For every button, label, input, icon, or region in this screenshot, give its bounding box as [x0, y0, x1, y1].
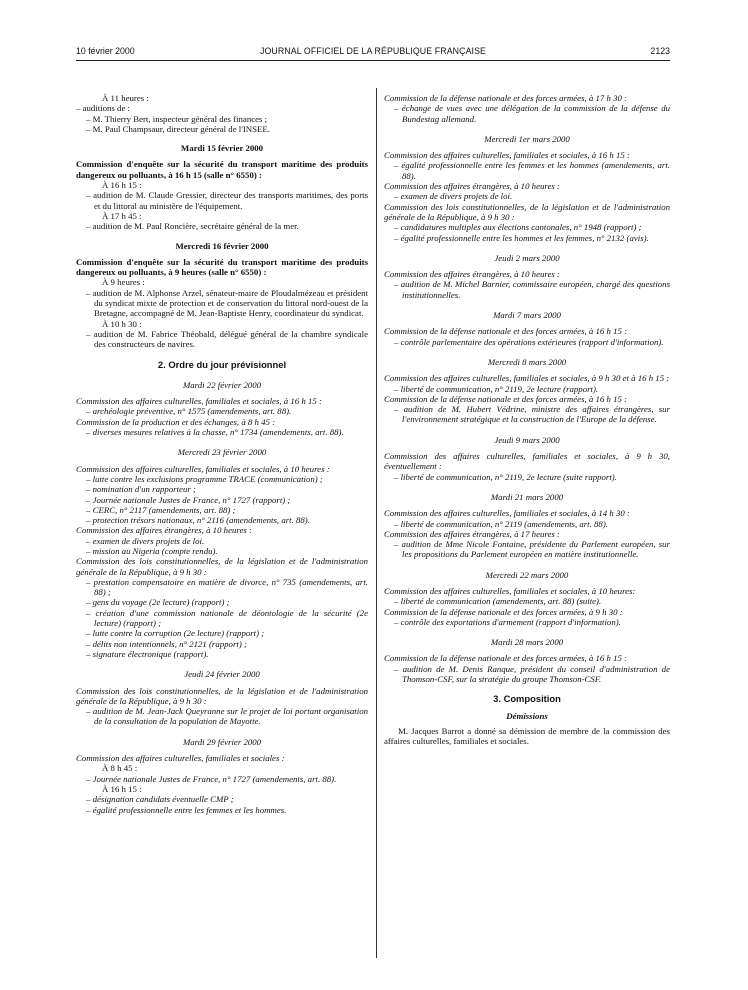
date-heading: Mardi 21 mars 2000	[490, 491, 564, 502]
column-divider	[376, 88, 377, 958]
agenda-item: – égalité professionnelle entre les femmes et les hommes.	[86, 804, 287, 815]
body-paragraph: M. Jacques Barrot a donné sa démission de membre de la commission des affaires culturelles, familiales et sociales.	[384, 725, 670, 747]
agenda-item: – délits non intentionnels, n° 2121 (rapport) ;	[86, 638, 247, 649]
commission-heading: Commission des affaires étrangères, à 10 heures :	[384, 181, 560, 192]
agenda-item: – mission au Nigeria (compte rendu).	[86, 545, 218, 556]
date-heading: Mercredi 22 mars 2000	[485, 569, 569, 580]
item-line: – auditions de :	[76, 103, 130, 114]
item-line: – audition de M. Alphonse Arzel, sénateur-maire de Ploudalmézeau et président du syndicat mixte de protection et de conservation du littoral nord-ouest de la Bretagne, accompagné de M. Jean-Baptiste Henry, coordinateur du syndicat.	[86, 287, 368, 319]
date-heading: Mercredi 1er mars 2000	[484, 133, 570, 144]
time-label: À 17 h 45 :	[102, 210, 142, 221]
date-heading: Mercredi 8 mars 2000	[487, 356, 567, 367]
agenda-item: – CERC, n° 2117 (amendements, art. 88) ;	[86, 504, 236, 515]
agenda-item: – désignation candidats éventuelle CMP ;	[86, 794, 234, 805]
commission-heading: Commission des lois constitutionnelles, de la législation et de l'administration générale de la République, à 9 h 30 :	[384, 201, 670, 222]
section-heading: 2. Ordre du jour prévisionnel	[157, 358, 287, 370]
agenda-item: – audition de Mme Nicole Fontaine, présidente du Parlement européen, sur les propositions du Parlement européen en matière institutionnelle.	[394, 539, 670, 560]
commission-heading: Commission des affaires culturelles, familiales et sociales, à 9 h 30 et à 16 h 15 :	[384, 373, 670, 384]
header-date: 10 février 2000	[76, 46, 135, 56]
commission-heading: Commission de la production et des échanges, à 8 h 45 :	[76, 416, 276, 427]
page-header	[76, 46, 670, 61]
commission-heading: Commission d'enquête sur la sécurité du transport maritime des produits dangereux ou polluants, à 9 heures (salle n° 6550) :	[76, 256, 368, 278]
agenda-item: – audition de M. Michel Barnier, commissaire européen, chargé des questions institutionnelles.	[394, 279, 670, 300]
date-heading: Jeudi 9 mars 2000	[494, 434, 560, 445]
commission-heading: Commission des lois constitutionnelles, de la législation et de l'administration générale de la République, à 9 h 30 :	[76, 556, 368, 577]
left-column	[76, 93, 368, 815]
commission-heading: Commission de la défense nationale et des forces armées, à 9 h 30 :	[384, 606, 623, 617]
commission-heading: Commission de la défense nationale et des forces armées, à 16 h 15 :	[384, 326, 628, 337]
agenda-item: – liberté de communication, n° 2119 (amendements, art. 88).	[394, 518, 608, 529]
commission-heading: Commission de la défense nationale et des forces armées, à 16 h 15 :	[384, 393, 628, 404]
section-heading: 3. Composition	[493, 693, 561, 705]
agenda-item: – archéologie préventive, n° 1575 (amendements, art. 88).	[86, 406, 292, 417]
agenda-item: – audition de M. Jean-Jack Queyranne sur le projet de loi portant organisation de la consultation de la population de Mayotte.	[86, 706, 368, 727]
commission-heading: Commission des lois constitutionnelles, de la législation et de l'administration générale de la République, à 9 h 30 :	[76, 685, 368, 706]
item-line: – audition de M. Fabrice Théobald, délégué général de la chambre syndicale des constructeurs de navires.	[86, 328, 368, 350]
commission-heading: Commission des affaires étrangères, à 17 heures :	[384, 528, 560, 539]
agenda-item: – audition de M. Hubert Védrine, ministre des affaires étrangères, sur l'environnement stratégique et la construction de l'Europe de la défense.	[394, 404, 670, 425]
agenda-item: – candidatures multiples aux élections cantonales, n° 1948 (rapport) ;	[394, 222, 642, 233]
commission-heading: Commission d'enquête sur la sécurité du transport maritime des produits dangereux ou polluants, à 16 h 15 (salle n° 6550) :	[76, 159, 368, 180]
date-heading: Mardi 22 février 2000	[182, 379, 262, 390]
agenda-item: – lutte contre la corruption (2e lecture) (rapport) ;	[86, 628, 265, 639]
time-label: À 16 h 15 :	[102, 180, 142, 191]
agenda-item: – création d'une commission nationale de déontologie de la sécurité (2e lecture) (rapport) ;	[86, 607, 368, 629]
commission-heading: Commission des affaires culturelles, familiales et sociales :	[76, 753, 285, 764]
date-heading: Mardi 7 mars 2000	[493, 310, 561, 321]
item-line: – audition de M. Claude Gressier, directeur des transports maritimes, des ports et du littoral au ministère de l'équipement.	[86, 190, 368, 211]
date-heading: Jeudi 2 mars 2000	[494, 252, 560, 263]
right-column	[384, 93, 670, 747]
header-title: JOURNAL OFFICIEL DE LA RÉPUBLIQUE FRANÇAISE	[259, 46, 487, 56]
header-page-number: 2123	[650, 46, 670, 56]
agenda-item: – liberté de communication, n° 2119, 2e lecture (rapport).	[394, 383, 599, 394]
date-heading: Mardi 28 mars 2000	[490, 637, 564, 648]
time-label: À 8 h 45 :	[102, 763, 138, 774]
agenda-item: – liberté de communication (amendements, art. 88) (suite).	[394, 596, 602, 607]
date-heading: Mardi 29 février 2000	[182, 736, 262, 747]
agenda-item: – échange de vues avec une délégation de la commission de la défense du Bundestag allemand.	[394, 103, 670, 124]
agenda-item: – diverses mesures relatives à la chasse, n° 1734 (amendements, art. 88).	[86, 427, 344, 438]
date-heading: Jeudi 24 février 2000	[184, 669, 260, 680]
agenda-item: – signature électronique (rapport).	[86, 648, 209, 659]
commission-heading: Commission de la défense nationale et des forces armées, à 16 h 15 :	[384, 653, 628, 664]
agenda-item: – égalité professionnelle entre les hommes et les femmes, n° 2132 (avis).	[394, 232, 649, 243]
date-heading: Mercredi 23 février 2000	[177, 447, 267, 458]
time-label: À 10 h 30 :	[102, 318, 142, 329]
commission-heading: Commission des affaires culturelles, familiales et sociales, à 16 h 15 :	[384, 150, 630, 161]
commission-heading: Commission de la défense nationale et des forces armées, à 17 h 30 :	[384, 93, 628, 103]
item-line: – M. Paul Champsaur, directeur général de l'INSEE.	[86, 123, 270, 134]
agenda-item: – contrôle parlementaire des opérations extérieures (rapport d'information).	[394, 336, 664, 347]
agenda-item: – prestation compensatoire en matière de divorce, n° 735 (amendements, art. 88) ;	[86, 576, 368, 598]
commission-heading: Commission des affaires culturelles, familiales et sociales, à 10 heures:	[384, 585, 636, 596]
agenda-item: – égalité professionnelle entre les femmes et les hommes (amendements, art. 88).	[394, 160, 670, 181]
agenda-item: – examen de divers projets de loi.	[394, 191, 513, 202]
commission-heading: Commission des affaires étrangères, à 10 heures :	[384, 269, 560, 280]
agenda-item: – Journée nationale Justes de France, n° 1727 (amendements, art. 88).	[86, 773, 337, 784]
agenda-item: – liberté de communication, n° 2119, 2e lecture (suite rapport).	[394, 471, 617, 482]
item-line: – audition de M. Paul Roncière, secrétaire général de la mer.	[86, 221, 299, 232]
agenda-item: – examen de divers projets de loi.	[86, 535, 205, 546]
commission-heading: Commission des affaires culturelles, familiales et sociales, à 16 h 15 :	[76, 396, 322, 407]
commission-heading: Commission des affaires étrangères, à 10 heures :	[76, 525, 252, 536]
commission-heading: Commission des affaires culturelles, familiales et sociales, à 10 heures :	[76, 463, 330, 474]
agenda-item: – nomination d'un rapporteur ;	[86, 484, 196, 495]
time-label: À 16 h 15 :	[102, 783, 142, 794]
agenda-item: – audition de M. Denis Ranque, président du conseil d'administration de Thomson-CSF, sur la stratégie du groupe Thomson-CSF.	[394, 663, 670, 685]
date-heading: Mercredi 16 février 2000	[175, 240, 269, 251]
agenda-item: – protection trésors nationaux, n° 2116 (amendements, art. 88).	[86, 515, 310, 526]
commission-heading: Commission des affaires culturelles, familiales et sociales, à 14 h 30 :	[384, 508, 630, 519]
date-heading: Mardi 15 février 2000	[180, 143, 264, 154]
agenda-item: – gens du voyage (2e lecture) (rapport) ;	[86, 597, 230, 608]
subsection-heading: Démissions	[506, 710, 548, 721]
time-label: À 9 heures :	[102, 277, 145, 288]
agenda-item: – contrôle des exportations d'armement (rapport d'information).	[394, 616, 621, 627]
agenda-item: – lutte contre les exclusions programme TRACE (communication) ;	[86, 473, 323, 484]
commission-heading: Commission des affaires culturelles, familiales et sociales, à 9 h 30, éventuellement :	[384, 451, 670, 472]
agenda-item: – Journée nationale Justes de France, n° 1727 (rapport) ;	[86, 494, 291, 505]
time-label: À 11 heures :	[102, 93, 149, 103]
item-line: – M. Thierry Bert, inspecteur général des finances ;	[86, 113, 268, 124]
